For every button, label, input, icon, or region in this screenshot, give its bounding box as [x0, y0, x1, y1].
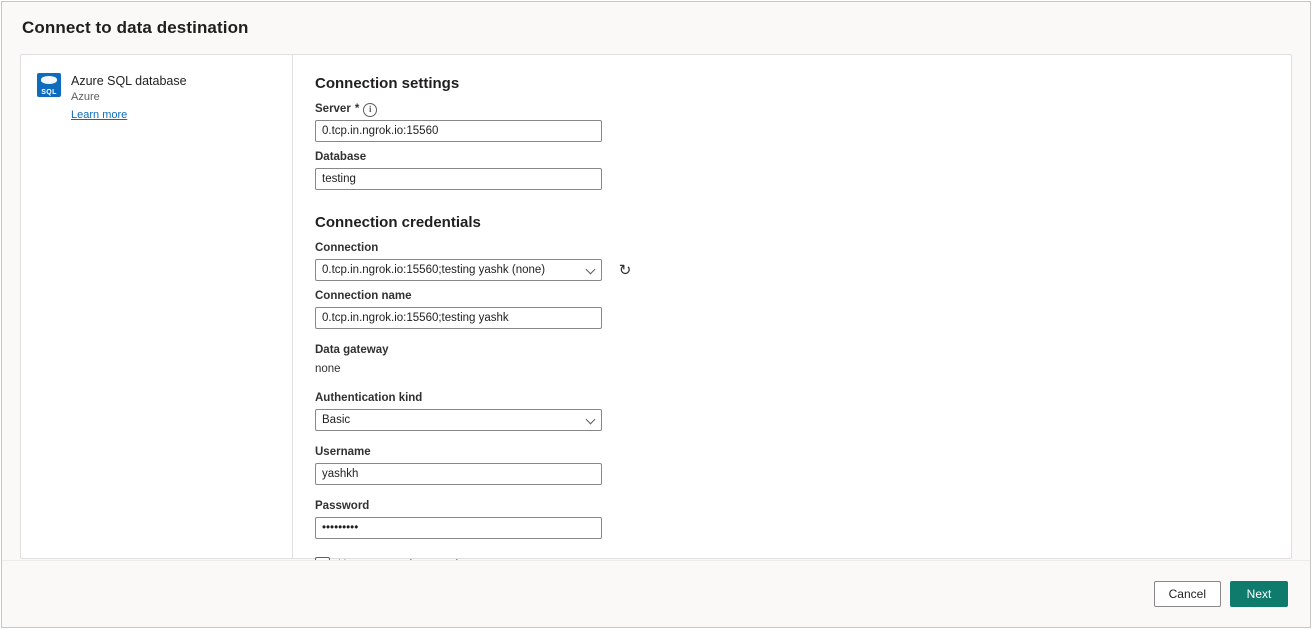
- dialog-header: [2, 2, 1310, 54]
- connection-form: [293, 55, 1291, 558]
- server-field: [315, 102, 1267, 142]
- page-title: Connect to data destination: [22, 18, 249, 37]
- username-input[interactable]: [315, 463, 602, 485]
- dialog-body: [2, 54, 1310, 560]
- data-source-category: Azure: [71, 91, 100, 103]
- connection-credentials-heading: Connection credentials: [315, 214, 481, 231]
- required-marker: *: [354, 103, 360, 115]
- password-field: [315, 499, 1267, 539]
- cancel-button[interactable]: Cancel: [1154, 581, 1221, 607]
- authentication-kind-field: [315, 391, 1267, 431]
- server-input[interactable]: [315, 120, 602, 142]
- dialog-footer: [2, 560, 1310, 627]
- password-input[interactable]: [315, 517, 602, 539]
- connection-name-input[interactable]: [315, 307, 602, 329]
- data-source-column: [21, 55, 293, 558]
- connection-dropdown[interactable]: 0.tcp.in.ngrok.io:15560;testing yashk (none): [315, 259, 602, 281]
- data-gateway-label: Data gateway: [315, 344, 389, 356]
- password-label: Password: [315, 500, 370, 512]
- database-input[interactable]: [315, 168, 602, 190]
- connection-name-field: [315, 289, 1267, 329]
- database-label: Database: [315, 151, 367, 163]
- info-icon[interactable]: i: [363, 103, 377, 117]
- sql-database-icon: SQL: [37, 73, 61, 97]
- connect-data-destination-dialog: [1, 1, 1311, 628]
- data-source-summary: [37, 73, 276, 123]
- database-field: [315, 150, 1267, 190]
- authentication-kind-label: Authentication kind: [315, 392, 423, 404]
- connection-field: [315, 241, 1267, 281]
- data-gateway-field: [315, 343, 1267, 377]
- data-source-name: Azure SQL database: [71, 74, 187, 88]
- data-gateway-value: none: [315, 363, 341, 375]
- connection-name-label: Connection name: [315, 290, 412, 302]
- learn-more-link[interactable]: Learn more: [71, 109, 128, 121]
- connection-label: Connection: [315, 242, 379, 254]
- connection-settings-heading: Connection settings: [315, 75, 460, 92]
- authentication-kind-dropdown[interactable]: Basic: [315, 409, 602, 431]
- server-label: [315, 102, 1267, 117]
- server-label-text: Server: [315, 103, 351, 115]
- username-label: Username: [315, 446, 371, 458]
- dialog-panel: [20, 54, 1292, 559]
- next-button[interactable]: Next: [1230, 581, 1288, 607]
- username-field: [315, 445, 1267, 485]
- refresh-icon[interactable]: ↻: [616, 261, 634, 279]
